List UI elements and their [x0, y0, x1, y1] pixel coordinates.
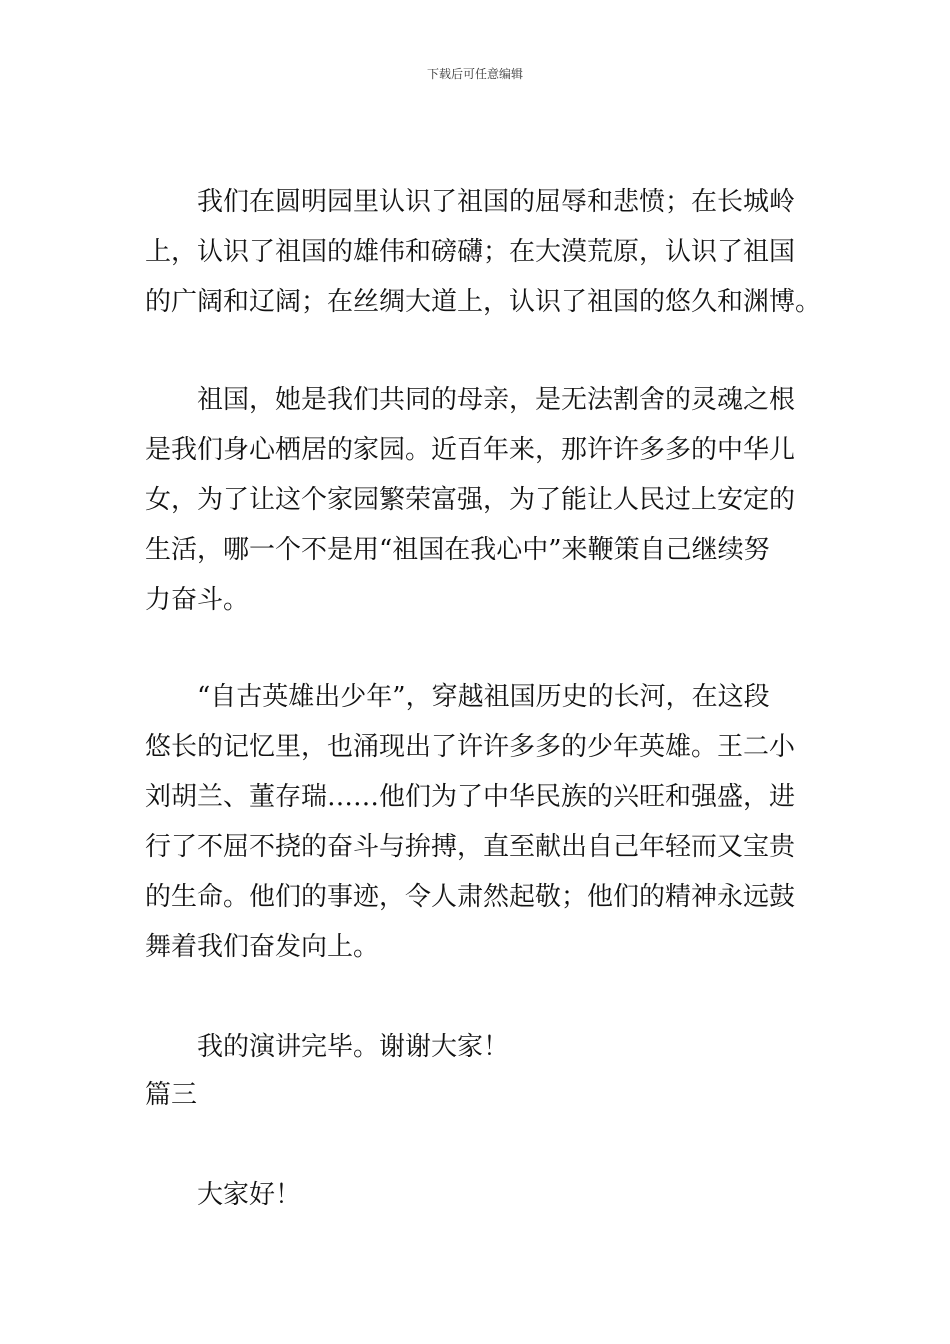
header-note: 下载后可任意编辑 [426, 67, 523, 81]
paragraph-line: 生活，哪一个不是用“祖国在我心中”来鞭策自己继续努 [145, 535, 770, 565]
paragraph-line: 悠长的记忆里，也涌现出了许许多多的少年英雄。王二小 [145, 732, 796, 762]
paragraph-line: 祖国，她是我们共同的母亲，是无法割舍的灵魂之根 [197, 385, 796, 415]
paragraph-line: 的生命。他们的事迹，令人肃然起敬；他们的精神永远鼓 [145, 882, 796, 912]
paragraph-line: “自古英雄出少年”，穿越祖国历史的长河，在这段 [197, 682, 770, 712]
section-heading [145, 1070, 810, 1120]
paragraph-line: 女，为了让这个家园繁荣富强，为了能让人民过上安定的 [145, 485, 796, 515]
greeting [145, 1170, 810, 1220]
closing-line [145, 1022, 810, 1072]
paragraph-2 [145, 375, 810, 625]
paragraph-line: 的广阔和辽阔；在丝绸大道上，认识了祖国的悠久和渊博。 [145, 287, 822, 317]
paragraph-3 [145, 672, 810, 972]
paragraph-line: 行了不屈不挠的奋斗与拚搏，直至献出自己年轻而又宝贵 [145, 832, 796, 862]
paragraph-line: 力奋斗。 [145, 585, 250, 615]
paragraph-1 [145, 177, 822, 327]
paragraph-line: 上，认识了祖国的雄伟和磅礴；在大漠荒原，认识了祖国 [145, 237, 796, 267]
closing-text: 我的演讲完毕。谢谢大家！ [197, 1032, 510, 1062]
greeting-text: 大家好！ [197, 1180, 302, 1210]
section-heading-text: 篇三 [145, 1080, 198, 1110]
paragraph-line: 我们在圆明园里认识了祖国的屈辱和悲愤；在长城岭 [197, 187, 796, 217]
paragraph-line: 是我们身心栖居的家园。近百年来，那许许多多的中华儿 [145, 435, 796, 465]
paragraph-line: 刘胡兰、董存瑞……他们为了中华民族的兴旺和强盛，进 [145, 782, 796, 812]
paragraph-line: 舞着我们奋发向上。 [145, 932, 380, 962]
